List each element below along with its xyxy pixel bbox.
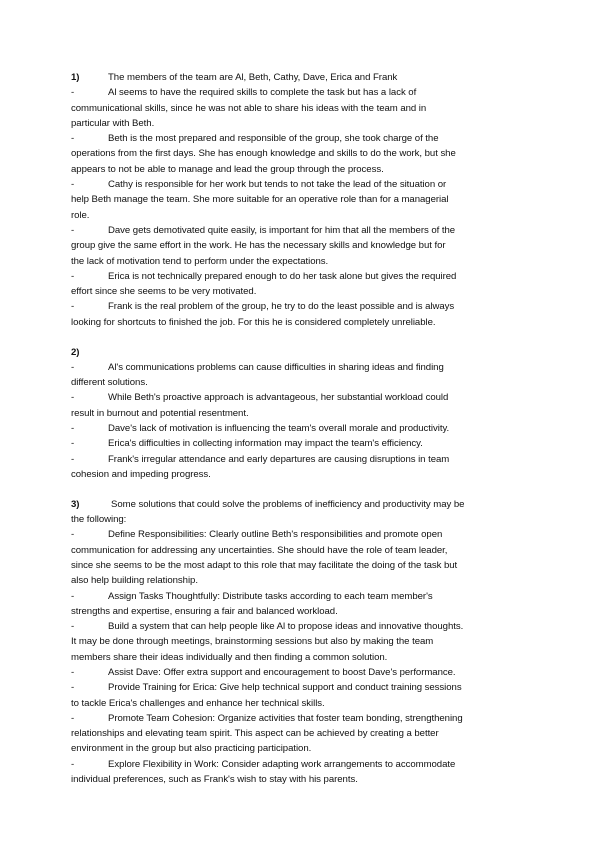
list-item: - Provide Training for Erica: Give help technical support and conduct training sessions — [71, 680, 534, 695]
list-item: - Promote Team Cohesion: Organize activities that foster team bonding, strengthening — [71, 711, 534, 726]
bullet-dash: - — [71, 301, 75, 313]
section-number: 3) — [71, 498, 80, 510]
bullet-dash: - — [71, 666, 75, 678]
list-item: - Dave gets demotivated quite easily, is important for him that all the members of the — [71, 223, 534, 238]
bullet-dash: - — [71, 423, 75, 435]
bullet-dash: - — [71, 621, 75, 633]
list-item-cont: operations from the first days. She has enough knowledge and skills to do the work, but she — [71, 148, 456, 160]
list-item-cont: individual preferences, such as Frank's wish to stay with his parents. — [71, 774, 358, 786]
list-item-cont: members share their ideas individually and then finding a common solution. — [71, 651, 388, 663]
bullet-dash: - — [71, 392, 75, 404]
list-item: - Cathy is responsible for her work but tends to not take the lead of the situation or — [71, 177, 534, 192]
list-item-cont: also help building relationship. — [71, 575, 198, 587]
heading-cont: the following: — [71, 514, 127, 526]
list-item: - Beth is the most prepared and responsible of the group, she took charge of the — [71, 131, 534, 146]
bullet-dash: - — [71, 712, 75, 724]
bullet-dash: - — [71, 438, 75, 450]
list-item-cont: group give the same effort in the work. He has the necessary skills and knowledge but for — [71, 240, 446, 252]
bullet-dash: - — [71, 87, 75, 99]
bullet-dash: - — [71, 529, 75, 541]
heading-text: The members of the team are Al, Beth, Cathy, Dave, Erica and Frank — [108, 72, 398, 83]
list-item: - Frank's irregular attendance and early departures are causing disruptions in team — [71, 452, 534, 467]
section-3 — [71, 497, 534, 788]
list-item-cont: role. — [71, 209, 90, 221]
list-item: - Assist Dave: Offer extra support and encouragement to boost Dave's performance. — [71, 665, 534, 680]
bullet-dash: - — [71, 179, 75, 191]
list-item-cont: communicational skills, since he was not able to share his ideas with the team and in — [71, 102, 427, 114]
bullet-dash: - — [71, 682, 75, 694]
list-item-cont: result in burnout and potential resentment. — [71, 407, 249, 419]
list-item-cont: environment in the group but also practicing participation. — [71, 743, 312, 755]
list-item: - Al seems to have the required skills to complete the task but has a lack of — [71, 85, 534, 100]
list-item-cont: different solutions. — [71, 377, 148, 389]
section-2 — [71, 345, 534, 483]
list-item: - Dave's lack of motivation is influencing the team's overall morale and productivity. — [71, 421, 534, 436]
list-item: - While Beth's proactive approach is advantageous, her substantial workload could — [71, 390, 534, 405]
list-item: - Assign Tasks Thoughtfully: Distribute tasks according to each team member's — [71, 589, 534, 604]
bullet-dash: - — [71, 590, 75, 602]
bullet-dash: - — [71, 361, 75, 373]
section-heading — [71, 70, 534, 85]
list-item: - Define Responsibilities: Clearly outline Beth's responsibilities and promote open — [71, 527, 534, 542]
list-item-cont: relationships and elevating team spirit. This aspect can be achieved by creating a better — [71, 728, 439, 740]
list-item-cont: to tackle Erica's challenges and enhance her technical skills. — [71, 697, 325, 709]
list-item: - Erica's difficulties in collecting information may impact the team's efficiency. — [71, 436, 534, 451]
list-item-cont: since she seems to be the most adapt to this role that may facilitate the doing of the task but — [71, 559, 458, 571]
list-item-cont: It may be done through meetings, brainstorming sessions but also by making the team — [71, 636, 434, 648]
section-number: 1) — [71, 72, 80, 83]
list-item-cont: particular with Beth. — [71, 117, 155, 129]
list-item: - Build a system that can help people like Al to propose ideas and innovative thoughts. — [71, 619, 534, 634]
list-item-cont: cohesion and impeding progress. — [71, 468, 211, 480]
list-item-cont: help Beth manage the team. She more suitable for an operative role than for a managerial — [71, 194, 449, 206]
list-item: - Al's communications problems can cause difficulties in sharing ideas and finding — [71, 360, 534, 375]
list-item: - Erica is not technically prepared enough to do her task alone but gives the required — [71, 269, 534, 284]
list-item: - Explore Flexibility in Work: Consider adapting work arrangements to accommodate — [71, 757, 534, 772]
bullet-dash: - — [71, 758, 75, 770]
list-item-cont: effort since she seems to be very motivated. — [71, 286, 257, 298]
section-number: 2) — [71, 346, 80, 358]
bullet-dash: - — [71, 270, 75, 282]
list-item-cont: communication for addressing any uncertainties. She should have the role of team leader, — [71, 544, 448, 556]
bullet-dash: - — [71, 224, 75, 236]
section-heading — [71, 345, 534, 360]
bullet-dash: - — [71, 453, 75, 465]
list-item: - Frank is the real problem of the group, he try to do the least possible and is always — [71, 299, 534, 314]
list-item-cont: the lack of motivation tend to perform under the expectations. — [71, 255, 329, 267]
bullet-dash: - — [71, 133, 75, 145]
heading-text: Some solutions that could solve the problems of inefficiency and productivity may be — [111, 498, 465, 510]
section-1 — [71, 70, 534, 330]
list-item-cont: strengths and expertise, ensuring a fair and balanced workload. — [71, 605, 338, 617]
list-item-cont: appears to not be able to manage and lead the group through the process. — [71, 163, 384, 175]
section-heading — [71, 497, 534, 512]
list-item-cont: looking for shortcuts to finished the job. For this he is considered completely unreliable. — [71, 316, 436, 328]
